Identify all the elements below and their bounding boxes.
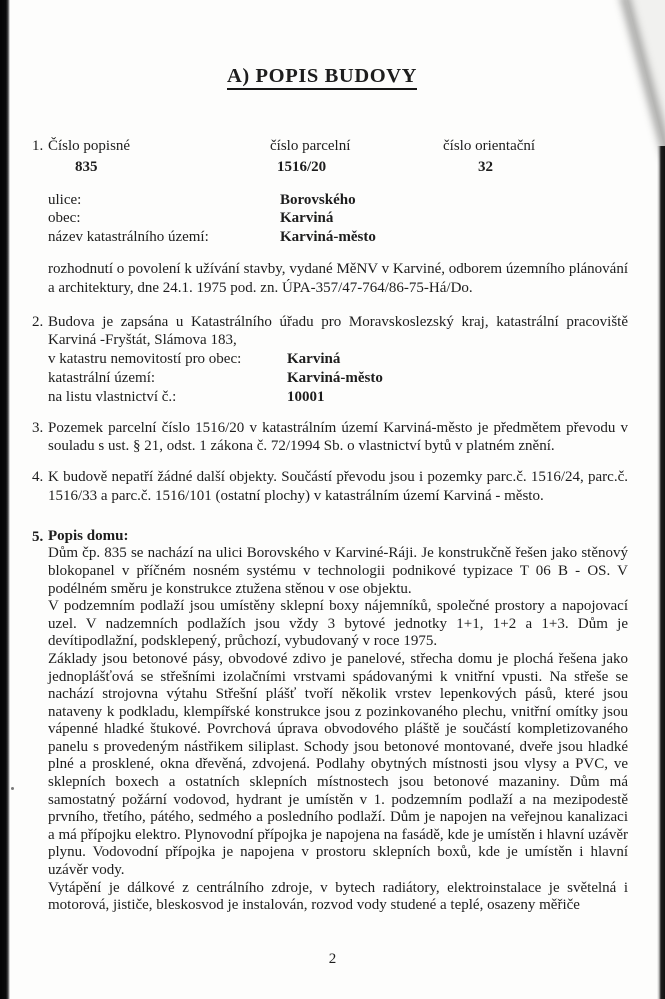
field-label: název katastrálního území: — [48, 229, 209, 246]
id-label — [32, 137, 270, 156]
id-value: 835 — [75, 158, 98, 175]
field-value: Borovského — [280, 191, 356, 208]
field-row — [48, 350, 628, 369]
item-body — [48, 468, 628, 506]
item-body — [48, 528, 628, 915]
page-corner-shadow — [515, 0, 665, 180]
scan-speck — [11, 787, 14, 790]
field-row — [48, 369, 628, 388]
field-value: Karviná — [280, 210, 334, 227]
scan-edge-left — [0, 0, 10, 999]
field-value: 10001 — [287, 388, 325, 405]
id-value: 1516/20 — [277, 158, 327, 175]
house-description-heading: Popis domu: — [48, 527, 129, 544]
address-fields — [48, 191, 628, 247]
field-label: na listu vlastnictví č.: — [48, 388, 177, 405]
field-row — [48, 191, 628, 210]
field-row — [48, 228, 628, 247]
house-description-paragraph: Vytápění je dálkové z centrálního zdroje, v bytech radiátory, elektroinstalace je světelná i motorová, jističe, bleskosvod je instalován, rozvod vody studené a teplé, osazeny měřiče — [48, 879, 628, 914]
registration-intro: Budova je zapsána u Katastrálního úřadu pro Moravskoslezský kraj, katastrální pracoviště Karviná -Fryštát, Slámova 183, — [48, 313, 628, 349]
house-description-paragraph: V podzemním podlaží jsou umístěny sklepní boxy nájemníků, společné prostory a napojovací uzel. V nadzemních podlažích jsou vždy 3 bytové jednotky 1+1, 1+2 a 1+3. Dům je devítipodlažní, podsklepený, průchozí, vybudovaný v roce 1975. — [48, 598, 628, 650]
scan-edge-right — [657, 146, 665, 999]
page-number: 2 — [328, 951, 337, 967]
document-title-text: A) POPIS BUDOVY — [227, 65, 417, 90]
id-col-cislo-popisne — [32, 137, 270, 177]
item-number: 4. — [32, 469, 44, 486]
field-label: katastrální území: — [48, 369, 156, 386]
field-label: v katastru nemovitostí pro obec: — [48, 351, 242, 368]
field-row — [48, 388, 628, 407]
house-description-paragraph: Základy jsou betonové pásy, obvodové zdivo je panelové, střecha domu je plochá řešena jako jednoplášťová se střešními izolačními vrstvami spádovanými k vnitřní vpusti. Na střeše se nachází strojovna výtahu Střešní plášť tvoří několik vrstev lepenkových pásů, které jsou nataveny k podkladu, klempířské konstrukce jsou z pozinkovaného plechu, vnitřní omítky jsou vápenné hladké štukové. Povrchová úprava obvodového pláště je součástí kompletizovaného panelu s provedeným nástřikem siliplast. Schody jsou betonové montované, dveře jsou hladké plné a prosklené, okna dřevěná, zdvojená. Podlahy obytných místnosti jsou vlysy a PVC, ve sklepních boxech a ostatních sklepních místnostech jsou betonové mazaniny. Dům má samostatný požární vodovod, hydrant je umístěn v 1. podzemním podlaží a na mezipodestě prvního, třetího, pátého, sedmého a posledního podlaží. Dům je napojen na veřejnou kanalizaci a má přípojku elektro. Plynovodní přípojka je napojena na fasádě, kde je umístěn i hlavní uzávěr plynu. Vodovodní přípojka je napojena v prostoru sklepních boxů, kde je umístěn i hlavní uzávěr vody. — [48, 650, 628, 879]
item-registration — [32, 313, 628, 407]
id-label-text: Číslo popisné — [48, 138, 131, 154]
item-house-description — [32, 527, 628, 915]
field-value: Karviná-město — [287, 369, 383, 386]
id-label-text: číslo parcelní — [270, 138, 351, 154]
item-body — [48, 313, 628, 407]
field-label: obec: — [48, 210, 81, 227]
parcel-text: Pozemek parcelní číslo 1516/20 v katastrálním území Karviná-město je předmětem převodu v souladu s ust. § 21, odst. 1 zákona č. 72/1994 Sb. o vlastnictví bytů v platném znění. — [48, 419, 628, 455]
field-value: Karviná-město — [280, 229, 376, 246]
item-number: 5. — [32, 528, 44, 545]
field-row — [48, 209, 628, 228]
item-number: 1. — [32, 138, 44, 154]
house-description-paragraph: Dům čp. 835 se nachází na ulici Borovského v Karviné-Ráji. Je konstrukčně řešen jako stěnový blokopanel v příčném nosném systému v technologii podnikové typizace T 06 B - OS. V podélném směru je konstrukce ztužena stěnou v ose objektu. — [48, 545, 628, 597]
item-parcel — [32, 419, 628, 457]
id-col-cislo-parcelni — [270, 137, 443, 177]
item-other-objects — [32, 468, 628, 506]
id-label-text: číslo orientační — [443, 138, 536, 154]
field-value: Karviná — [287, 351, 341, 368]
other-objects-text: K budově nepatří žádné další objekty. Součástí převodu jsou i pozemky parc.č. 1516/24, parc.č. 1516/33 a parc.č. 1516/101 (ostatní plochy) v katastrálním území Karviná - město. — [48, 469, 628, 504]
item-number: 3. — [32, 419, 44, 436]
field-label: ulice: — [48, 191, 82, 208]
id-value: 32 — [478, 158, 493, 175]
item-body — [48, 419, 628, 457]
item-number: 2. — [32, 313, 44, 330]
decision-note: rozhodnutí o povolení k užívání stavby, vydané MěNV v Karviné, odborem územního plánování a architektury, dne 24.1. 1975 pod. zn. ÚPA-357/47-764/86-75-Há/Do. — [48, 260, 628, 296]
